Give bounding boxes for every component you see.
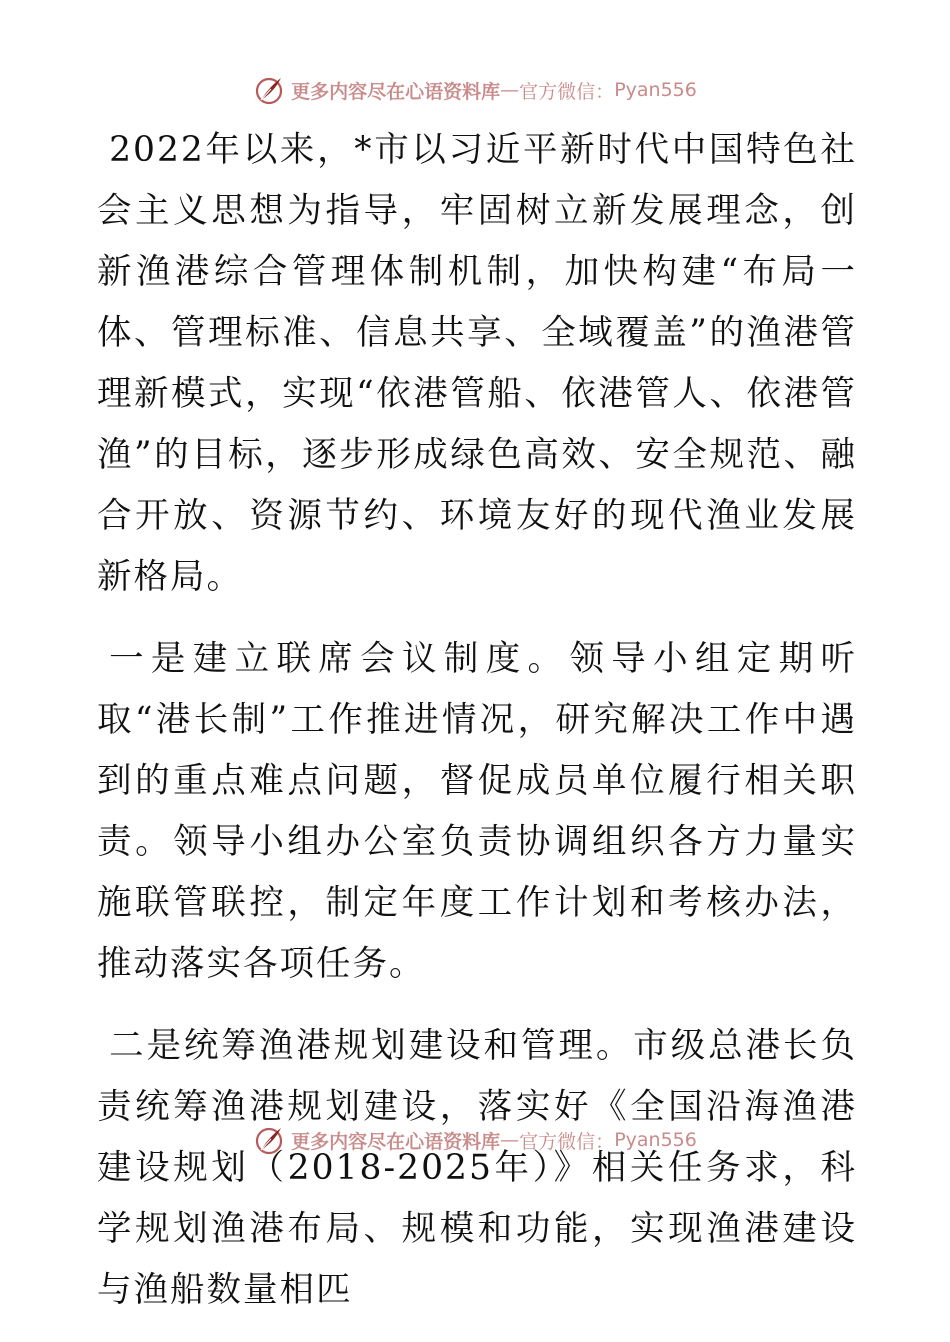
- header-contact-label: 官方微信：: [519, 80, 615, 103]
- header-watermark-banner: [0, 70, 950, 110]
- paragraph-joint-meeting: 一是建立联席会议制度。领导小组定期听取“港长制”工作推进情况，研究解决工作中遇到的重点难点问题，督促成员单位履行相关职责。领导小组办公室负责协调组织各方力量实施联管联控，制定年度工作计划和考核办法，推动落实各项任务。: [97, 639, 857, 984]
- paragraph-intro: 2022年以来，*市以习近平新时代中国特色社会主义思想为指导，牢固树立新发展理念，创新渔港综合管理体制机制，加快构建“布局一体、管理标准、信息共享、全域覆盖”的渔港管理新模式，实现“依港管船、依港管人、依港管渔”的目标，逐步形成绿色高效、安全规范、融合开放、资源节约、环境友好的现代渔业发展新格局。: [97, 130, 857, 597]
- footer-contact-label: 官方微信：: [519, 1130, 615, 1153]
- footer-banner-text: 更多内容尽在心语资料库: [291, 1130, 501, 1153]
- footer-watermark-banner: [0, 1120, 950, 1160]
- feather-quill-icon: [253, 74, 285, 106]
- header-contact-id: Pyan556: [614, 79, 697, 101]
- paragraph-planning: 二是统筹渔港规划建设和管理。市级总港长负责统筹渔港规划建设，落实好《全国沿海渔港建设规划（2018-2025年）》相关任务求，科学规划渔港布局、规模和功能，实现渔港建设与渔船数量相匹: [97, 1026, 857, 1310]
- header-separator: —: [500, 79, 520, 101]
- feather-quill-icon: [253, 1124, 285, 1156]
- footer-contact-id: Pyan556: [614, 1129, 697, 1151]
- footer-separator: —: [500, 1129, 520, 1151]
- header-banner-text: 更多内容尽在心语资料库: [291, 80, 501, 103]
